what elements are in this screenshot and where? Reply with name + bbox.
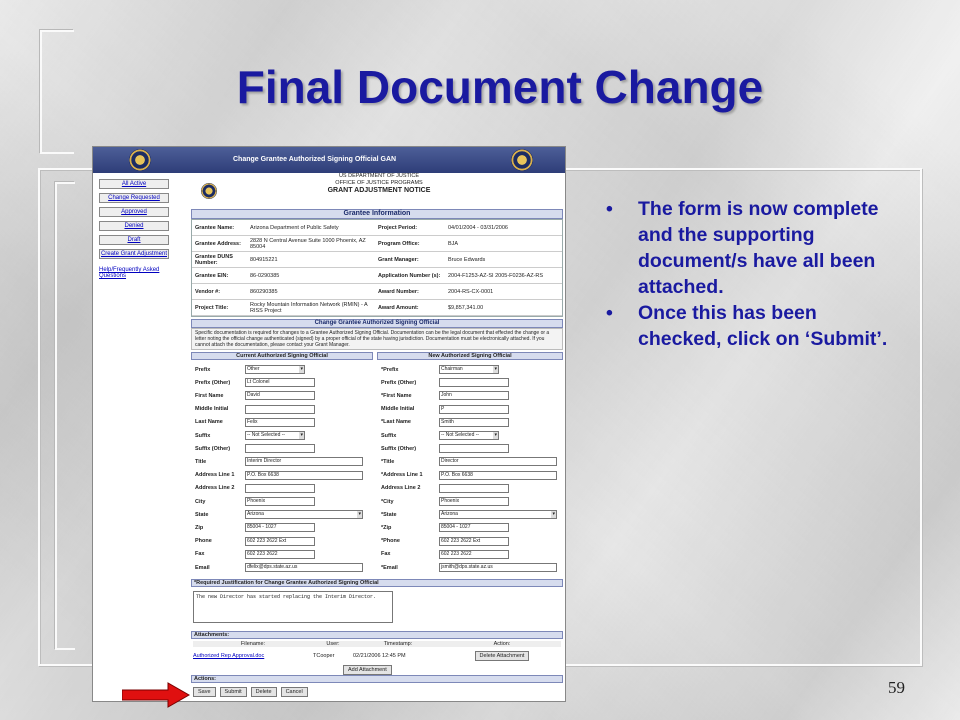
doj-seal-icon xyxy=(129,149,151,171)
grantee-info-cell: Application Number (s): xyxy=(378,272,441,279)
field-label: Email xyxy=(195,564,210,571)
field-label: Middle Initial xyxy=(381,406,415,413)
field-label: Title xyxy=(195,458,207,465)
form-row xyxy=(381,549,509,560)
save-button[interactable]: Save xyxy=(193,687,216,697)
form-row xyxy=(381,456,557,467)
field-input[interactable]: 602 223 2622 Ext xyxy=(439,537,509,546)
field-input[interactable] xyxy=(245,484,315,493)
grantee-info-cell: 860290385 xyxy=(250,288,278,295)
change-section-title: Change Grantee Authorized Signing Official xyxy=(191,319,563,328)
col-user: User: xyxy=(326,641,340,647)
grantee-info-cell: Grantee EIN: xyxy=(195,272,229,279)
field-input[interactable] xyxy=(245,444,315,453)
field-label: *Phone xyxy=(381,538,400,545)
grantee-info-cell: 2004-RS-CX-0001 xyxy=(448,288,494,295)
field-label: Suffix xyxy=(381,432,397,439)
form-row xyxy=(195,404,315,415)
field-select[interactable]: Arizona ▾ xyxy=(439,510,557,519)
field-label: *City xyxy=(381,498,394,505)
grantee-info-cell: Award Number: xyxy=(378,288,419,295)
grantee-info-cell: 04/01/2004 - 03/31/2006 xyxy=(448,224,508,231)
grantee-info-cell: BJA xyxy=(448,240,459,247)
form-row xyxy=(381,522,509,533)
field-label: City xyxy=(195,498,206,505)
current-official-title: Current Authorized Signing Official xyxy=(191,352,373,360)
form-row xyxy=(195,417,315,428)
grantee-info-cell: Program Office: xyxy=(378,240,420,247)
field-input[interactable]: Director xyxy=(439,457,557,466)
field-input[interactable]: Felix xyxy=(245,418,315,427)
field-label: Prefix (Other) xyxy=(195,379,231,386)
col-filename: Filename: xyxy=(240,641,266,647)
new-official-title: New Authorized Signing Official xyxy=(377,352,563,360)
notice-header xyxy=(193,173,565,195)
grantee-info-title: Grantee Information xyxy=(191,209,563,219)
field-input[interactable]: David xyxy=(245,391,315,400)
help-link[interactable]: Help/Frequently Asked Questions xyxy=(99,267,160,279)
form-row xyxy=(381,496,509,507)
field-label: Fax xyxy=(195,551,205,558)
form-row xyxy=(381,536,509,547)
field-label: Zip xyxy=(195,524,204,531)
attachments-title: Attachments: xyxy=(191,631,563,639)
header-line-2: OFFICE OF JUSTICE PROGRAMS xyxy=(335,180,423,186)
grantee-info-row xyxy=(192,300,562,316)
field-label: Address Line 2 xyxy=(381,485,421,492)
field-input[interactable]: 85004 - 1027 xyxy=(439,523,509,532)
form-row xyxy=(381,509,557,520)
red-arrow-icon xyxy=(122,682,190,708)
sidebar-item-all-active[interactable]: All Active xyxy=(99,179,169,189)
field-label: *Address Line 1 xyxy=(381,472,423,479)
delete-attachment-button[interactable]: Delete Attachment xyxy=(475,651,530,661)
form-row xyxy=(381,443,509,454)
grantee-info-cell: Project Title: xyxy=(195,304,229,311)
grantee-info-row xyxy=(192,220,562,236)
field-label: *First Name xyxy=(381,392,412,399)
sidebar-item-denied[interactable]: Denied xyxy=(99,221,169,231)
field-input[interactable]: 602 223 2622 xyxy=(439,550,509,559)
form-row xyxy=(195,364,305,375)
form-row xyxy=(195,496,315,507)
grantee-info-row xyxy=(192,252,562,268)
grantee-info-row xyxy=(192,268,562,284)
grantee-info-cell: 804915221 xyxy=(250,256,278,263)
field-input[interactable] xyxy=(439,484,509,493)
field-label: *Last Name xyxy=(381,419,411,426)
grantee-info-cell: 2828 N Central Avenue Suite 1000 Phoenix, AZ 85004 xyxy=(250,237,366,250)
field-label: Prefix (Other) xyxy=(381,379,417,386)
field-label: Suffix (Other) xyxy=(381,445,417,452)
grantee-info-row xyxy=(192,284,562,300)
grantee-info-row xyxy=(192,236,562,252)
sidebar-item-change-requested[interactable]: Change Requested xyxy=(99,193,169,203)
field-input[interactable]: Lt Colonel xyxy=(245,378,315,387)
grantee-info-cell: Grantee Name: xyxy=(195,224,235,231)
field-label: State xyxy=(195,511,209,518)
submit-button[interactable]: Submit xyxy=(220,687,247,697)
form-row xyxy=(381,430,499,441)
field-input[interactable]: P.O. Box 6638 xyxy=(439,471,557,480)
grantee-info-cell: Bruce Edwards xyxy=(448,256,486,263)
justification-textarea[interactable]: The new Director has started replacing the Interim Director. xyxy=(193,591,393,623)
form-row xyxy=(195,562,363,573)
field-label: Suffix xyxy=(195,432,211,439)
header-line-3: GRANT ADJUSTMENT NOTICE xyxy=(327,187,431,194)
field-input[interactable]: jsmith@dps.state.az.us xyxy=(439,563,557,572)
form-row xyxy=(195,549,315,560)
delete-button[interactable]: Delete xyxy=(251,687,277,697)
field-select[interactable]: Chairman ▾ xyxy=(439,365,499,374)
field-input[interactable] xyxy=(245,405,315,414)
bullet-item: • Once this has been checked, click on ‘Submit’. xyxy=(600,300,900,352)
bullet-item: • The form is now complete and the supporting document/s have all been attached. xyxy=(600,196,900,300)
actions-title: Actions: xyxy=(191,675,563,683)
header-line-1: US DEPARTMENT OF JUSTICE xyxy=(338,173,420,179)
field-label: *State xyxy=(381,511,397,518)
field-input[interactable]: Interim Director xyxy=(245,457,363,466)
form-row xyxy=(381,562,557,573)
grantee-info-cell: 86-0290385 xyxy=(250,272,280,279)
grantee-info-cell: Grantee DUNS Number: xyxy=(195,253,233,266)
grantee-info-cell: Grant Manager: xyxy=(378,256,419,263)
form-row xyxy=(195,443,315,454)
field-input[interactable]: John xyxy=(439,391,509,400)
form-row xyxy=(381,483,509,494)
form-row xyxy=(381,377,509,388)
form-row xyxy=(195,377,315,388)
field-input[interactable]: P xyxy=(439,405,509,414)
field-input[interactable]: dfelix@dps.state.az.us xyxy=(245,563,363,572)
field-label: First Name xyxy=(195,392,224,399)
field-label: Address Line 1 xyxy=(195,472,235,479)
add-attachment-button[interactable]: Add Attachment xyxy=(343,665,392,675)
col-action: Action: xyxy=(493,641,511,647)
col-timestamp: Timestamp: xyxy=(383,641,413,647)
form-row xyxy=(195,430,305,441)
field-select[interactable]: Arizona ▾ xyxy=(245,510,363,519)
form-screenshot xyxy=(92,146,566,702)
grantee-info-cell: $9,857,341.00 xyxy=(448,304,484,311)
sidebar-item-create-adjustment[interactable]: Create Grant Adjustment xyxy=(100,251,168,257)
field-label: Phone xyxy=(195,538,212,545)
form-row xyxy=(195,470,363,481)
form-row xyxy=(381,470,557,481)
sidebar-item-draft[interactable]: Draft xyxy=(99,235,169,245)
field-input[interactable]: 602 223 2622 xyxy=(245,550,315,559)
cancel-button[interactable]: Cancel xyxy=(281,687,308,697)
form-row xyxy=(195,536,315,547)
field-label: Last Name xyxy=(195,419,223,426)
field-input[interactable]: P.O. Box 6638 xyxy=(245,471,363,480)
justification-title: *Required Justification for Change Grantee Authorized Signing Official xyxy=(191,579,563,587)
form-row xyxy=(195,483,315,494)
grantee-info-cell: Project Period: xyxy=(378,224,418,231)
grantee-info-cell: Arizona Department of Public Safety xyxy=(250,224,339,231)
field-input[interactable] xyxy=(439,444,509,453)
field-input[interactable]: 602 223 2622 Ext xyxy=(245,537,315,546)
field-label: Middle Initial xyxy=(195,406,229,413)
grantee-info-table xyxy=(191,219,563,317)
grantee-info-cell: Rocky Mountain Information Network (RMIN) - A RISS Project xyxy=(250,301,368,314)
field-label: Fax xyxy=(381,551,391,558)
field-select[interactable]: -- Not Selected -- ▾ xyxy=(245,431,305,440)
form-row xyxy=(195,509,363,520)
field-select[interactable]: -- Not Selected -- ▾ xyxy=(439,431,499,440)
field-label: *Email xyxy=(381,564,398,571)
field-input[interactable]: Phoenix xyxy=(245,497,315,506)
attachment-file-link[interactable]: Authorized Rep Approval.doc xyxy=(193,653,265,659)
attachments-header xyxy=(193,641,561,647)
form-row xyxy=(195,456,363,467)
window-title: Change Grantee Authorized Signing Official GAN xyxy=(233,156,397,163)
field-label: Prefix xyxy=(195,366,211,373)
form-row xyxy=(195,390,315,401)
field-input[interactable] xyxy=(439,378,509,387)
slide-title: Final Document Change xyxy=(236,61,764,113)
field-label: Suffix (Other) xyxy=(195,445,231,452)
attachment-time: 02/21/2006 12:45 PM xyxy=(353,653,406,659)
field-label: *Prefix xyxy=(381,366,399,373)
form-row xyxy=(381,364,499,375)
field-label: *Zip xyxy=(381,524,392,531)
change-description: Specific documentation is required for changes to a Grantee Authorized Signing Official. Documentation can be the legal document that effected the change or a letter noting the official change authenticated (signed) by a proper official of the state having jurisdiction. Documentation must be electronically attached. If you cannot attach the documentation, please contact your Grant Manager. xyxy=(191,328,563,350)
sidebar-item-approved[interactable]: Approved xyxy=(99,207,169,217)
grantee-info-cell: Award Amount: xyxy=(378,304,419,311)
sidebar xyxy=(95,177,173,287)
grantee-info-cell: 2004-F1253-AZ-SI 2005-F0236-AZ-RS xyxy=(448,272,544,279)
field-input[interactable]: Smith xyxy=(439,418,509,427)
doj-seal-icon xyxy=(511,149,533,171)
grantee-info-cell: Grantee Address: xyxy=(195,240,241,247)
field-label: *Title xyxy=(381,458,395,465)
action-buttons xyxy=(193,687,308,697)
bullet-list xyxy=(600,196,900,352)
form-row xyxy=(381,404,509,415)
attachment-row xyxy=(193,651,561,661)
form-row xyxy=(195,522,315,533)
attachment-user: TCooper xyxy=(313,653,335,659)
form-row xyxy=(381,417,509,428)
field-input[interactable]: 85004 - 1027 xyxy=(245,523,315,532)
field-label: Address Line 2 xyxy=(195,485,235,492)
field-select[interactable]: Other ▾ xyxy=(245,365,305,374)
field-input[interactable]: Phoenix xyxy=(439,497,509,506)
form-row xyxy=(381,390,509,401)
grantee-info-cell: Vendor #: xyxy=(195,288,221,295)
window-header xyxy=(93,147,565,173)
page-number: 59 xyxy=(888,678,905,697)
